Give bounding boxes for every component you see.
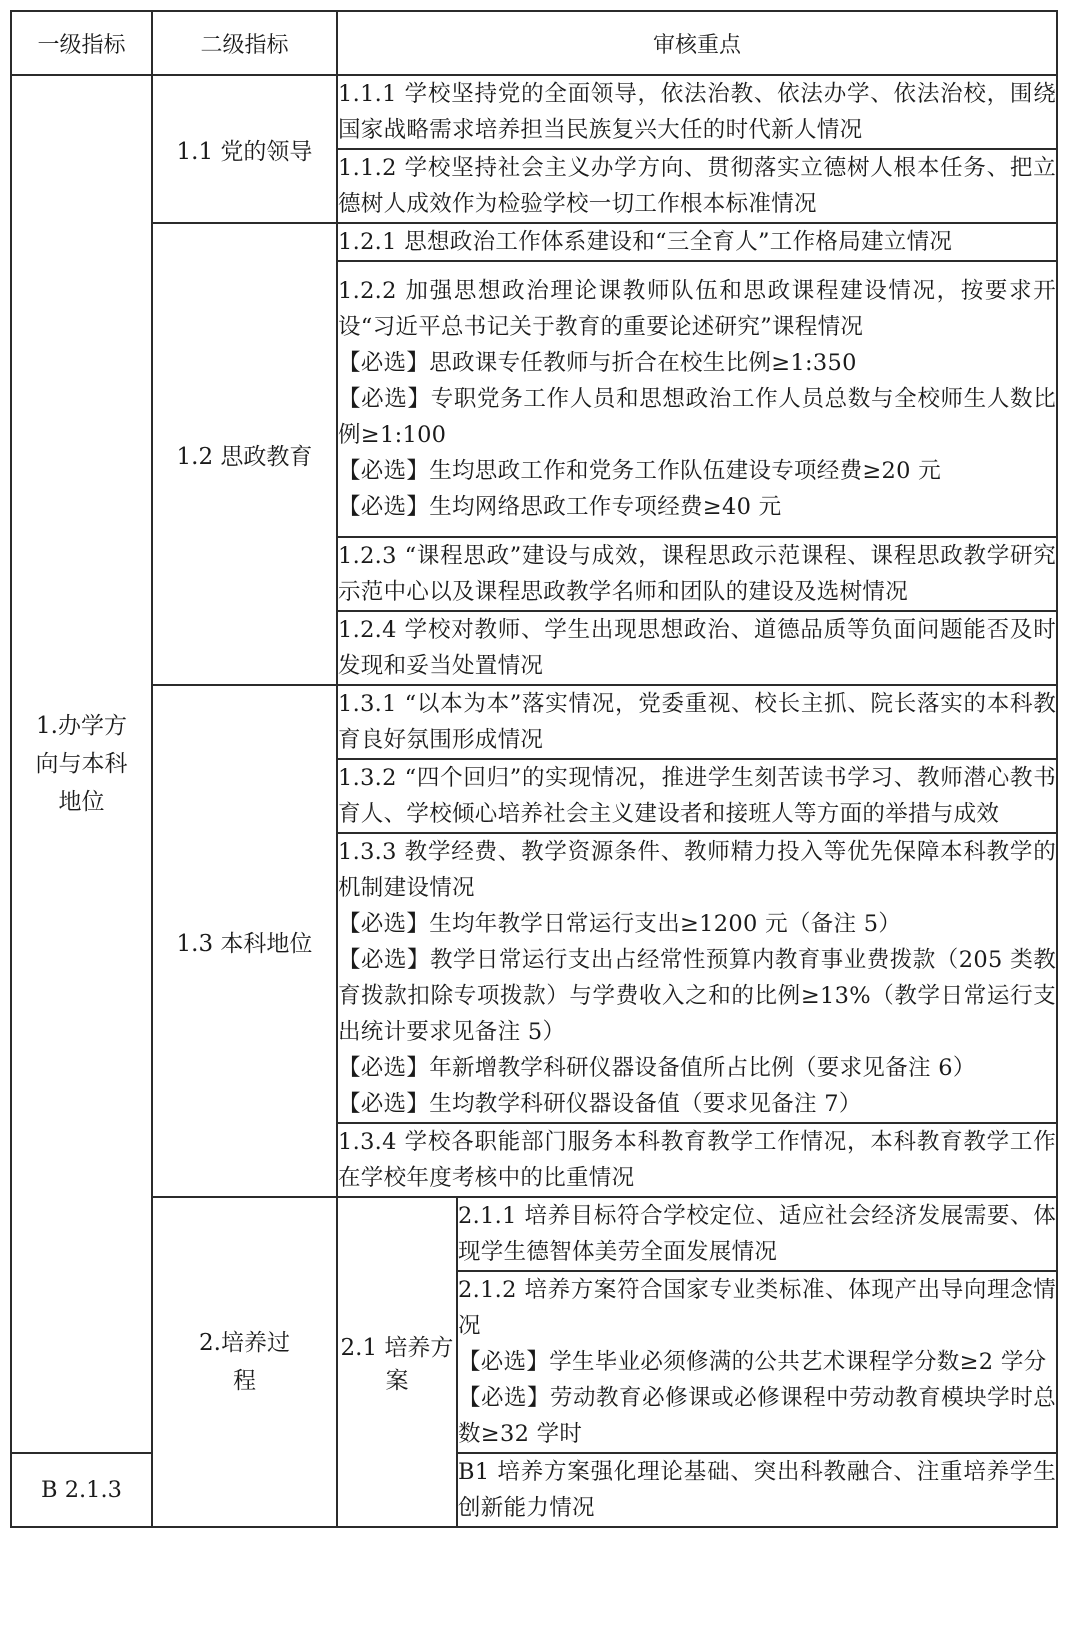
table-row (11, 1197, 1057, 1271)
focus-item (457, 1453, 1057, 1527)
focus-item (337, 685, 1057, 759)
focus-item (457, 1271, 1057, 1453)
item-code-cell: B 2.1.3 (11, 1453, 152, 1527)
focus-line: 2.1.2 培养方案符合国家专业类标准、体现产出导向理念情况 (458, 1277, 1057, 1339)
focus-line: 1.3.2 “四个回归”的实现情况，推进学生刻苦读书学习、教师潜心教书育人、学校倾心培养社会主义建设者和接班人等方面的举措与成效 (338, 765, 1057, 827)
focus-item (337, 611, 1057, 685)
header-focus: 审核重点 (337, 11, 1057, 75)
table-row (11, 685, 1057, 759)
focus-line: 1.2.1 思想政治工作体系建设和“三全育人”工作格局建立情况 (338, 229, 953, 255)
required-line: 【必选】年新增教学科研仪器设备值所占比例（要求见备注 6） (338, 1055, 976, 1081)
level2-cell: 2.1 培养方案 (337, 1197, 457, 1527)
focus-line: 1.2.4 学校对教师、学生出现思想政治、道德品质等负面问题能否及时发现和妥当处置情况 (338, 617, 1057, 679)
table-row (11, 75, 1057, 149)
focus-item (337, 261, 1057, 537)
review-table (10, 10, 1058, 1528)
level1-cell (11, 75, 152, 1453)
focus-line: 1.2.2 加强思想政治理论课教师队伍和思政课程建设情况，按要求开设“习近平总书记关于教育的重要论述研究”课程情况 (338, 278, 1057, 340)
focus-line: 1.1.1 学校坚持党的全面领导，依法治教、依法办学、依法治校，围绕国家战略需求培养担当民族复兴大任的时代新人情况 (338, 81, 1057, 143)
focus-item (337, 833, 1057, 1123)
level2-cell: 1.1 党的领导 (152, 75, 337, 223)
focus-line: 1.1.2 学校坚持社会主义办学方向、贯彻落实立德树人根本任务、把立德树人成效作为检验学校一切工作根本标准情况 (338, 155, 1057, 217)
focus-item (337, 149, 1057, 223)
focus-item (337, 537, 1057, 611)
required-line: 【必选】生均思政工作和党务工作队伍建设专项经费≥20 元 (338, 458, 942, 484)
focus-item (337, 1123, 1057, 1197)
required-line: 【必选】生均网络思政工作专项经费≥40 元 (338, 494, 782, 520)
focus-item (457, 1197, 1057, 1271)
level1-label: 2.培养过程 (199, 1330, 290, 1394)
focus-line: 1.3.1 “以本为本”落实情况，党委重视、校长主抓、院长落实的本科教育良好氛围形成情况 (338, 691, 1057, 753)
level1-label: 1.办学方向与本科地位 (35, 713, 128, 815)
focus-line: B1 培养方案强化理论基础、突出科教融合、注重培养学生创新能力情况 (458, 1459, 1057, 1521)
focus-item (337, 223, 1057, 261)
focus-line: 1.3.4 学校各职能部门服务本科教育教学工作情况，本科教育教学工作在学校年度考核中的比重情况 (338, 1129, 1057, 1191)
focus-line: 1.3.3 教学经费、教学资源条件、教师精力投入等优先保障本科教学的机制建设情况 (338, 839, 1057, 901)
required-line: 【必选】生均年教学日常运行支出≥1200 元（备注 5） (338, 911, 902, 937)
header-row (11, 11, 1057, 75)
header-level1: 一级指标 (11, 11, 152, 75)
level1-cell (152, 1197, 337, 1527)
table-row (11, 223, 1057, 261)
focus-item (337, 759, 1057, 833)
required-line: 【必选】教学日常运行支出占经常性预算内教育事业费拨款（205 类教育拨款扣除专项拨款）与学费收入之和的比例≥13%（教学日常运行支出统计要求见备注 5） (338, 947, 1057, 1045)
focus-line: 2.1.1 培养目标符合学校定位、适应社会经济发展需要、体现学生德智体美劳全面发展情况 (458, 1203, 1057, 1265)
required-line: 【必选】专职党务工作人员和思想政治工作人员总数与全校师生人数比例≥1:100 (338, 386, 1057, 448)
required-line: 【必选】思政课专任教师与折合在校生比例≥1:350 (338, 350, 857, 376)
focus-item (337, 75, 1057, 149)
required-line: 【必选】生均教学科研仪器设备值（要求见备注 7） (338, 1091, 862, 1117)
required-line: 【必选】劳动教育必修课或必修课程中劳动教育模块学时总数≥32 学时 (458, 1385, 1057, 1447)
focus-line: 1.2.3 “课程思政”建设与成效，课程思政示范课程、课程思政教学研究示范中心以及课程思政教学名师和团队的建设及选树情况 (338, 543, 1057, 605)
level2-cell: 1.3 本科地位 (152, 685, 337, 1197)
required-line: 【必选】学生毕业必须修满的公共艺术课程学分数≥2 学分 (458, 1349, 1047, 1375)
header-level2: 二级指标 (152, 11, 337, 75)
level2-cell: 1.2 思政教育 (152, 223, 337, 685)
